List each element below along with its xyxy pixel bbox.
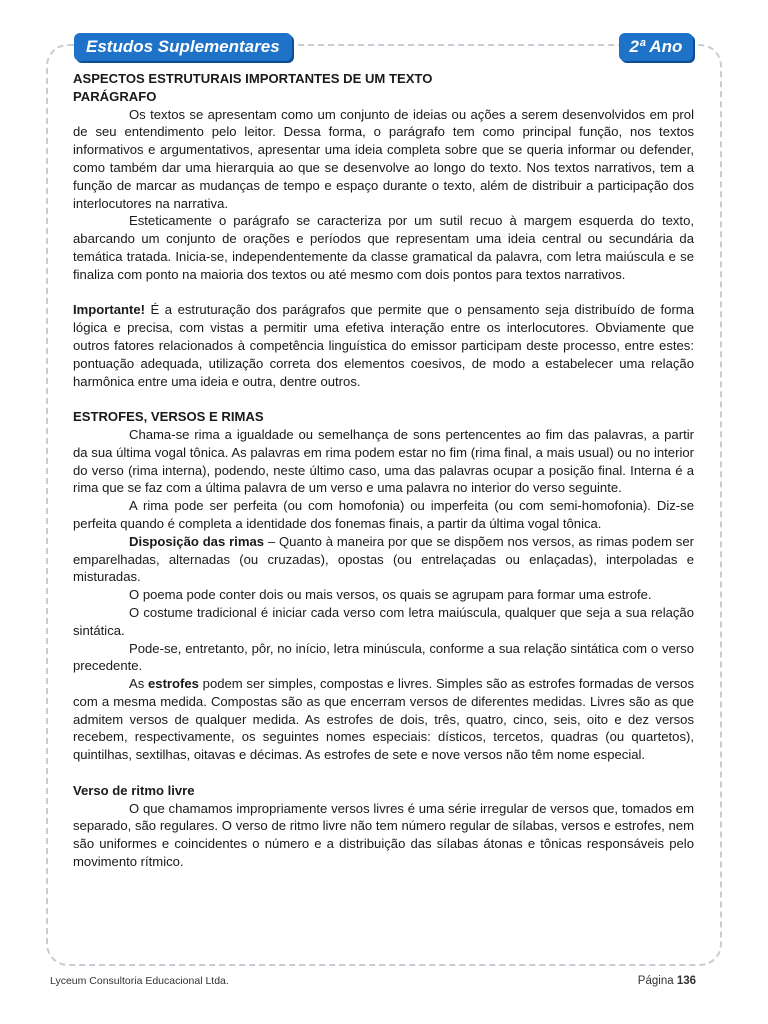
paragraph: O poema pode conter dois ou mais versos, os quais se agrupam para formar uma estrofe. bbox=[129, 587, 652, 603]
paragraph: O que chamamos impropriamente versos livres é uma série irregular de versos que, tomados em separado, são regulares. O verso de ritmo livre não tem número regular de sílabas, versos e estrofes, nem são uniformes e coincidentes o número e a distribuição das sílabas átonas e tônicas responsáveis pelo movimento rítmico. bbox=[73, 800, 694, 870]
paragraph bbox=[73, 533, 694, 586]
paragraph: Os textos se apresentam como um conjunto de ideias ou ações a serem desenvolvidos em prol de seu entendimento pelo leitor. Dessa forma, o parágrafo tem como principal função, nos textos informativos e argumentativos, apresentar uma ideia completa sobre que se queria informar ou defender, como também dar uma hierarquia ao que se desenvolve ao longo do texto. Nos textos narrativos, tem a função de marcar as mudanças de tempo e espaço durante o texto, além de distribuir a participação dos interlocutores na narrativa. bbox=[73, 106, 694, 211]
document-body bbox=[73, 70, 694, 871]
estrofes-bold: estrofes bbox=[148, 676, 199, 692]
paragraph: O costume tradicional é iniciar cada verso com letra maiúscula, qualquer que seja a sua relação sintática. bbox=[73, 604, 694, 638]
paragraph: A rima pode ser perfeita (ou com homofonia) ou imperfeita (ou com semi-homofonia). Diz-se perfeita quando é completa a identidade dos fonemas finais, a partir da última vogal tônica. bbox=[73, 498, 694, 531]
important-text: É a estruturação dos parágrafos que permite que o pensamento seja distribuído de forma lógica e precisa, com vistas a permitir uma efetiva interação entre os interlocutores. Obviamente que outros fatores relacionados à competência linguística do emissor participam deste processo, entre estes: pontuação adequada, utilização correta dos elementos coesivos, de modo a estabelecer uma relação harmônica entre uma ideia e outra, dentre outros. bbox=[73, 302, 694, 389]
section-heading-estrofes: ESTROFES, VERSOS E RIMAS bbox=[73, 409, 264, 425]
paragraph: Chama-se rima a igualdade ou semelhança de sons pertencentes ao fim das palavras, a partir da sua última vogal tônica. As palavras em rima podem estar no fim (rima final, a mais usual) ou no interior do verso (rima interna), podendo, neste último caso, uma das palavras ocupar a posição final. Interna é a rima que se faz com a última palavra de um verso e uma palavra no interior do verso seguinte. bbox=[73, 426, 694, 496]
estrofes-pre: As bbox=[129, 676, 148, 692]
estrofes-text: podem ser simples, compostas e livres. Simples são as estrofes formadas de versos com a mesma medida. Compostas são as que encerram versos de diferentes medidas. Livres são as que admitem versos de qualquer medida. As estrofes de dois, três, quatro, cinco, seis, oito e dez versos recebem, respectivamente, os seguintes nomes especiais: dísticos, tercetos, quadras (ou quartetos), quintilhas, sextilhas, oitavas e décimas. As estrofes de sete e nove versos não têm nome especial. bbox=[73, 676, 695, 763]
page-number: 136 bbox=[676, 975, 696, 987]
section-heading-verso-livre: Verso de ritmo livre bbox=[73, 782, 195, 798]
document-title: ASPECTOS ESTRUTURAIS IMPORTANTES DE UM TEXTO bbox=[73, 71, 433, 86]
footer-page bbox=[638, 975, 696, 987]
rimas-label: Disposição das rimas bbox=[129, 533, 265, 549]
section-heading-paragrafo: PARÁGRAFO bbox=[73, 88, 157, 104]
page-footer bbox=[50, 975, 696, 991]
paragraph: Esteticamente o parágrafo se caracteriza por um sutil recuo à margem esquerda do texto, abarcando um conjunto de orações e períodos que representam uma ideia central ou secundária da temática tratada. Inicia-se, independentemente da classe gramatical da palavra, com letra maiúscula e se finaliza com ponto na maioria dos textos ou até mesmo com dois pontos para textos narrativos. bbox=[73, 213, 694, 282]
page-label: Página bbox=[637, 975, 674, 987]
header-tab-ano: 2ª Ano bbox=[619, 33, 693, 61]
footer-company: Lyceum Consultoria Educacional Ltda. bbox=[50, 975, 229, 987]
header-tab-estudos: Estudos Suplementares bbox=[74, 33, 292, 61]
important-label: Importante! bbox=[73, 302, 146, 318]
paragraph bbox=[73, 675, 694, 764]
paragraph: Pode-se, entretanto, pôr, no início, letra minúscula, conforme a sua relação sintática com o verso precedente. bbox=[73, 640, 694, 674]
important-note bbox=[73, 301, 694, 390]
rimas-text: – Quanto à maneira por que se dispõem nos versos, as rimas podem ser emparelhadas, alternadas (ou cruzadas), opostas (ou entrelaçadas ou enlaçadas), interpoladas e misturadas. bbox=[73, 533, 694, 585]
